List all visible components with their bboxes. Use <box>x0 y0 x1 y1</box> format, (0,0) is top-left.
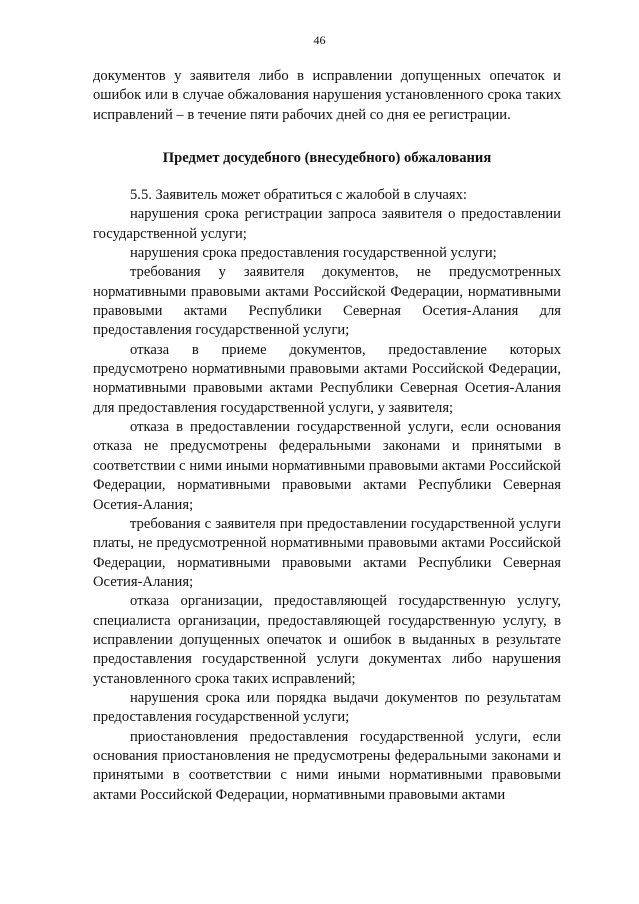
section-heading: Предмет досудебного (внесудебного) обжалования <box>162 150 492 166</box>
list-item: требования у заявителя документов, не предусмотренных нормативными правовыми актами Российской Федерации, нормативными правовыми актами Республики Северная Осетия-Алания для предоставления государственной услуги; <box>93 264 561 339</box>
list-item: отказа в приеме документов, предоставление которых предусмотрено нормативными правовыми актами Российской Федерации, нормативными правовыми актами Республики Северная Осетия-Алания для предоставления государственной услуги, у заявителя; <box>93 341 561 416</box>
list-item: приостановления предоставления государственной услуги, если основания приостановления не предусмотрены федеральными законами и принятыми в соответствии с ними иными нормативными правовыми актами Российской Федерации, нормативными правовыми актами <box>93 728 561 803</box>
list-item: нарушения срока или порядка выдачи документов по результатам предоставления государственной услуги; <box>93 689 561 726</box>
list-item: нарушения срока регистрации запроса заявителя о предоставлении государственной услуги; <box>93 206 561 242</box>
list-item: требования с заявителя при предоставлении государственной услуги платы, не предусмотренной нормативными правовыми актами Российской Федерации, нормативными правовыми актами Республики Северная Осетия-Алания; <box>93 515 561 590</box>
intro-paragraph: документов у заявителя либо в исправлении допущенных опечаток и ошибок или в случае обжалования нарушения установленного срока таких исправлений – в течение пяти рабочих дней со дня ее регистрации. <box>93 68 561 123</box>
list-item: нарушения срока предоставления государственной услуги; <box>130 245 497 262</box>
list-item: отказа в предоставлении государственной услуги, если основания отказа не предусмотрены федеральными законами и принятыми в соответствии с ними иными нормативными правовыми актами Российской Федерации, нормативными правовыми актами Республики Северная Осетия-Алания; <box>93 419 561 513</box>
paragraph-5-5: 5.5. Заявитель может обратиться с жалобой в случаях: <box>130 187 467 203</box>
page-number: 46 <box>313 33 326 47</box>
intro-block <box>93 67 561 125</box>
complaint-cases-list <box>93 186 561 805</box>
list-item: отказа организации, предоставляющей государственную услугу, специалиста организации, предоставляющей государственную услугу, в исправлении допущенных опечаток и ошибок в выданных в результате предоставления государственной услуги документах либо нарушения установленного срока таких исправлений; <box>93 593 561 687</box>
